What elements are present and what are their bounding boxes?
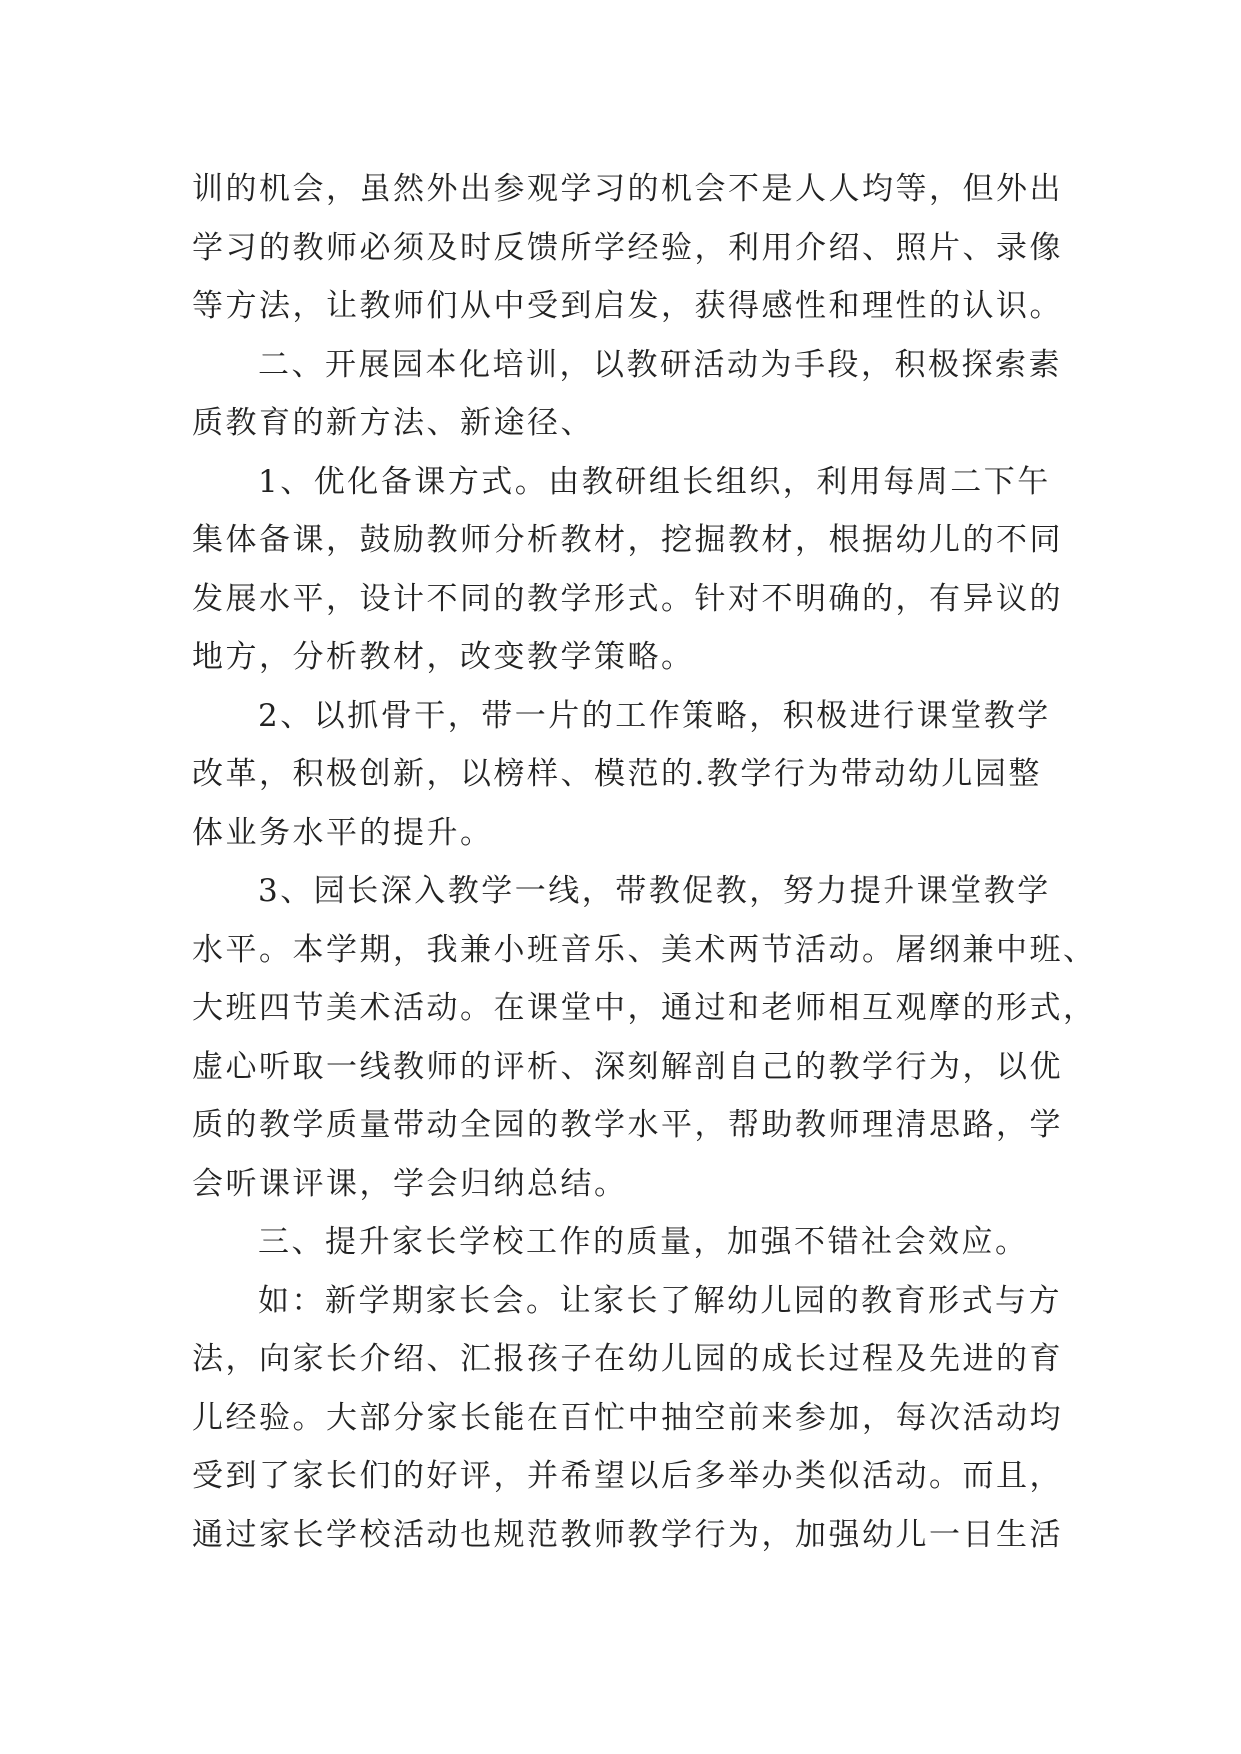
paragraph-start-line: 如：新学期家长会。让家长了解幼儿园的教育形式与方: [258, 1282, 1062, 1319]
text-line: 质教育的新方法、新途径、: [192, 405, 594, 441]
text-line: 体业务水平的提升。: [192, 814, 494, 851]
text-line: 地方，分析教材，改变教学策略。: [192, 639, 695, 675]
text-line: 质的教学质量带动全园的教学水平，帮助教师理清思路，学: [192, 1107, 1063, 1143]
text-line: 法，向家长介绍、汇报孩子在幼儿园的成长过程及先进的育: [192, 1341, 1063, 1377]
text-line: 集体备课，鼓励教师分析教材，挖掘教材，根据幼儿的不同: [192, 522, 1063, 558]
list-item-line: 1、优化备课方式。由教研组长组织，利用每周二下午: [258, 463, 1051, 500]
text-line: 大班四节美术活动。在课堂中，通过和老师相互观摩的形式，: [192, 990, 1097, 1026]
text-line: 改革，积极创新，以榜样、模范的.教学行为带动幼儿园整: [192, 756, 1042, 792]
text-line: 通过家长学校活动也规范教师教学行为，加强幼儿一日生活: [192, 1516, 1063, 1553]
text-line: 水平。本学期，我兼小班音乐、美术两节活动。屠纲兼中班、: [192, 931, 1097, 968]
section-heading-line: 三、提升家长学校工作的质量，加强不错社会效应。: [258, 1224, 1029, 1260]
section-heading-line: 二、开展园本化培训，以教研活动为手段，积极探索素: [258, 346, 1062, 383]
text-line: 学习的教师必须及时反馈所学经验，利用介绍、照片、录像: [192, 229, 1063, 266]
text-line: 受到了家长们的好评，并希望以后多举办类似活动。而且，: [192, 1458, 1063, 1494]
text-line: 发展水平，设计不同的教学形式。针对不明确的，有异议的: [192, 580, 1063, 617]
text-line: 等方法，让教师们从中受到启发，获得感性和理性的认识。: [192, 288, 1063, 324]
text-line: 儿经验。大部分家长能在百忙中抽空前来参加，每次活动均: [192, 1399, 1063, 1436]
document-body: [192, 160, 1097, 1564]
list-item-line: 2、以抓骨干，带一片的工作策略，积极进行课堂教学: [258, 697, 1051, 734]
list-item-line: 3、园长深入教学一线，带教促教，努力提升课堂教学: [258, 873, 1051, 909]
text-line: 训的机会，虽然外出参观学习的机会不是人人均等，但外出: [192, 171, 1063, 207]
text-line: 会听课评课，学会归纳总结。: [192, 1165, 628, 1202]
text-line: 虚心听取一线教师的评析、深刻解剖自己的教学行为，以优: [192, 1048, 1063, 1085]
